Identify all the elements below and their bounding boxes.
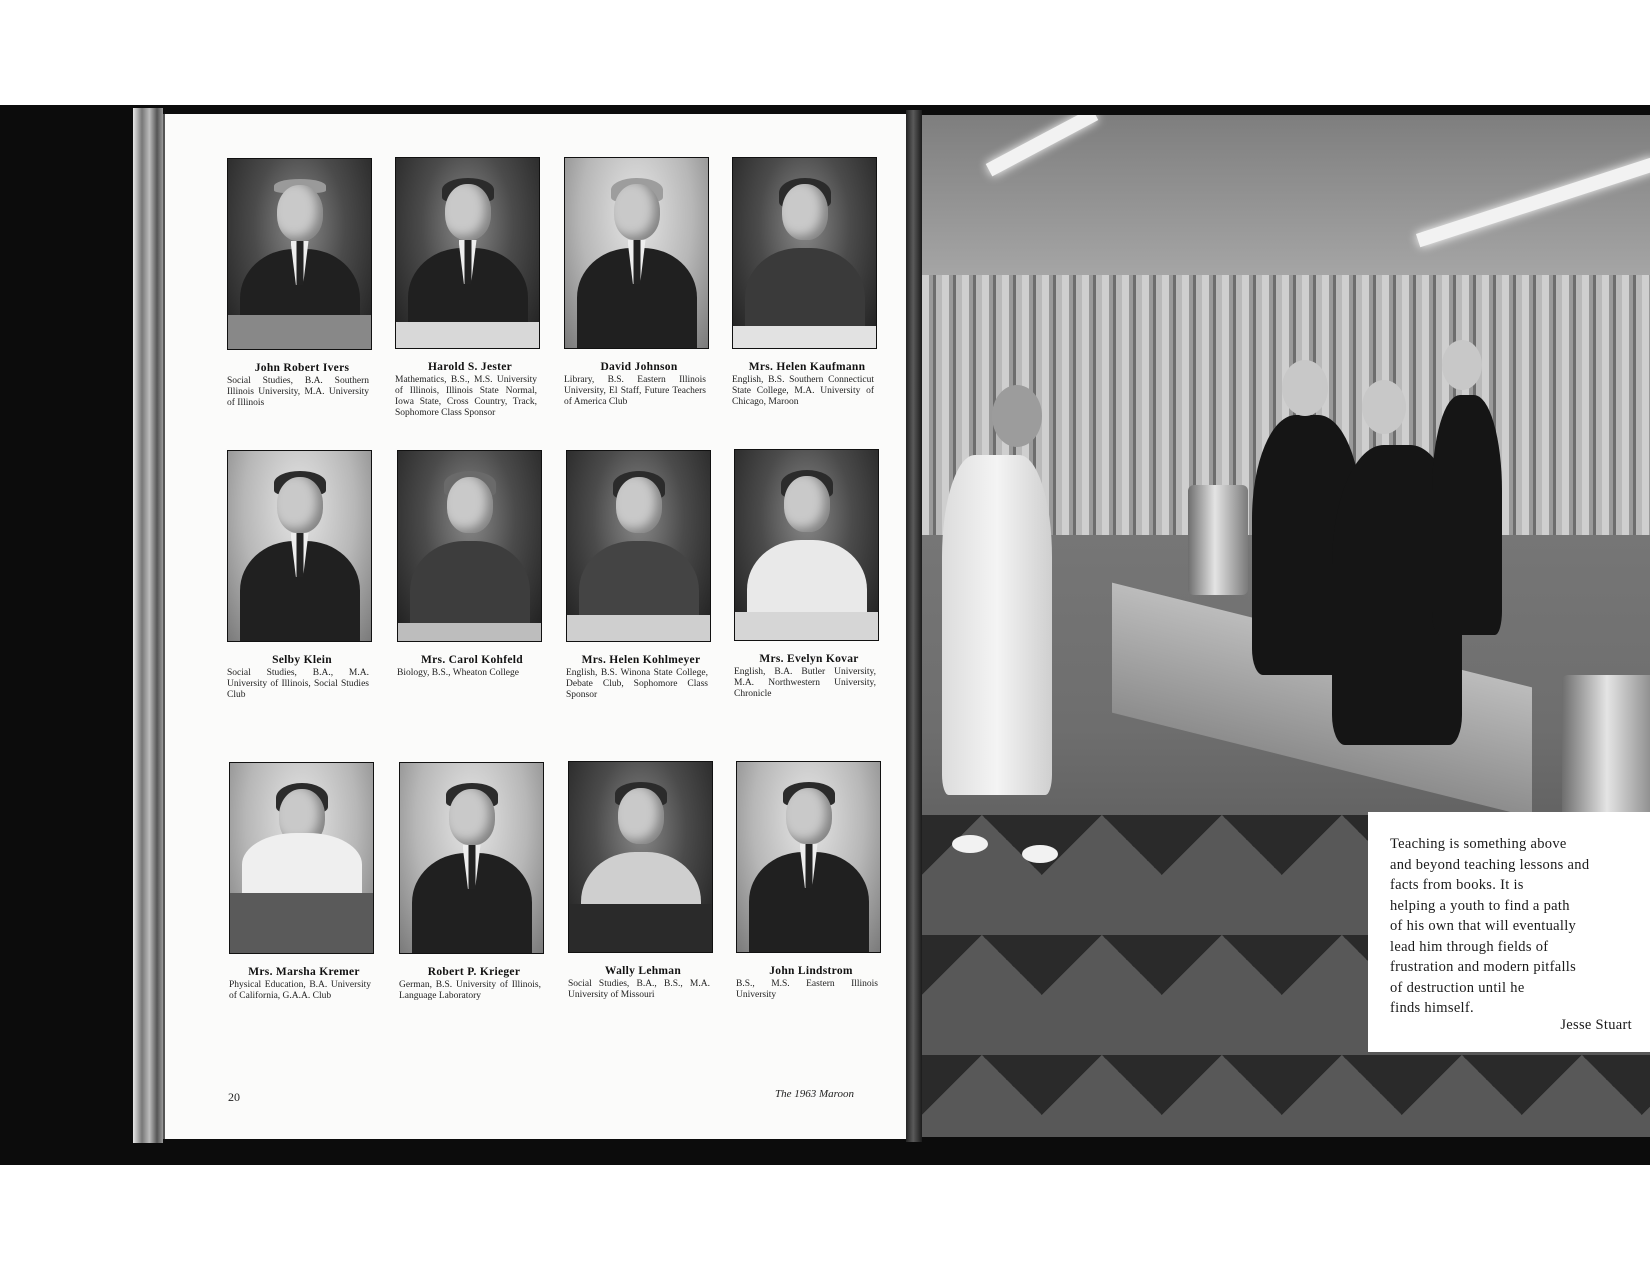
faculty-name: Mrs. Helen Kohlmeyer (581, 654, 701, 666)
book-binding (133, 108, 163, 1143)
faculty-photo (399, 762, 544, 954)
faculty-card (397, 450, 547, 679)
person-head (992, 385, 1042, 447)
faculty-name: David Johnson (600, 361, 678, 373)
serving-urn (1562, 675, 1650, 825)
faculty-description: Mathematics, B.S., M.S. University of Illinois, Illinois State Normal, Iowa State, Cross Country, Track, Sophomore Class Sponsor (395, 375, 537, 418)
faculty-description: Social Studies, B.A. Southern Illinois University, M.A. University of Illinois (227, 376, 369, 408)
faculty-card (227, 450, 377, 701)
faculty-card (566, 450, 716, 701)
faculty-name: Harold S. Jester (427, 361, 513, 373)
faculty-card (395, 157, 545, 419)
faculty-card (568, 761, 718, 1001)
faculty-name: Robert P. Krieger (427, 966, 521, 978)
faculty-name: Wally Lehman (604, 965, 682, 977)
faculty-description: Physical Education, B.A. University of California, G.A.A. Club (229, 980, 371, 1001)
faculty-description: Social Studies, B.A., M.A. University of Illinois, Social Studies Club (227, 668, 369, 700)
faculty-description: B.S., M.S. Eastern Illinois University (736, 979, 878, 1000)
faculty-description: English, B.S. Winona State College, Debate Club, Sophomore Class Sponsor (566, 668, 708, 700)
faculty-card (732, 157, 882, 408)
white-shoe (1022, 845, 1058, 863)
faculty-photo (229, 762, 374, 954)
faculty-description: German, B.S. University of Illinois, Language Laboratory (399, 980, 541, 1001)
faculty-description: English, B.A. Butler University, M.A. Northwestern University, Chronicle (734, 667, 876, 699)
faculty-description: Social Studies, B.A., B.S., M.A. University of Missouri (568, 979, 710, 1000)
faculty-photo (566, 450, 711, 642)
faculty-description: Library, B.S. Eastern Illinois University, El Staff, Future Teachers of America Club (564, 375, 706, 407)
faculty-name: John Lindstrom (769, 965, 853, 977)
faculty-name: Mrs. Helen Kaufmann (748, 361, 866, 373)
faculty-description: English, B.S. Southern Connecticut State College, M.A. University of Chicago, Maroon (732, 375, 874, 407)
faculty-photo (395, 157, 540, 349)
person (1432, 395, 1502, 635)
faculty-photo (736, 761, 881, 953)
quote-text: Teaching is something above and beyond teaching lessons and facts from books. It is helping a youth to find a path of his own that will eventually lead him through fields of frustration and modern pitfalls of destruction until he finds himself. (1390, 836, 1590, 1016)
person-head (1282, 360, 1328, 416)
faculty-name: John Robert Ivers (254, 362, 350, 374)
faculty-card (229, 762, 379, 1002)
faculty-photo (734, 449, 879, 641)
page-gutter (906, 110, 922, 1142)
faculty-name: Selby Klein (272, 654, 332, 666)
faculty-card (227, 158, 377, 409)
faculty-card (399, 762, 549, 1002)
server-in-white (942, 455, 1052, 795)
faculty-photo (227, 450, 372, 642)
faculty-description: Biology, B.S., Wheaton College (397, 668, 519, 678)
faculty-photo (732, 157, 877, 349)
faculty-photo (564, 157, 709, 349)
faculty-name: Mrs. Marsha Kremer (248, 966, 360, 978)
page-number: 20 (228, 1090, 240, 1104)
quote-author: Jesse Stuart (1560, 1017, 1632, 1033)
faculty-photo (227, 158, 372, 350)
footer-title: The 1963 Maroon (775, 1088, 855, 1100)
faculty-card (736, 761, 886, 1001)
faculty-photo (568, 761, 713, 953)
faculty-name: Mrs. Carol Kohfeld (421, 654, 523, 666)
coffee-urn (1188, 485, 1248, 595)
person-head (1362, 380, 1406, 434)
person-head (1442, 340, 1482, 390)
faculty-card (564, 157, 714, 408)
faculty-photo (397, 450, 542, 642)
faculty-card (734, 449, 884, 700)
white-shoe (952, 835, 988, 853)
faculty-name: Mrs. Evelyn Kovar (759, 653, 859, 665)
